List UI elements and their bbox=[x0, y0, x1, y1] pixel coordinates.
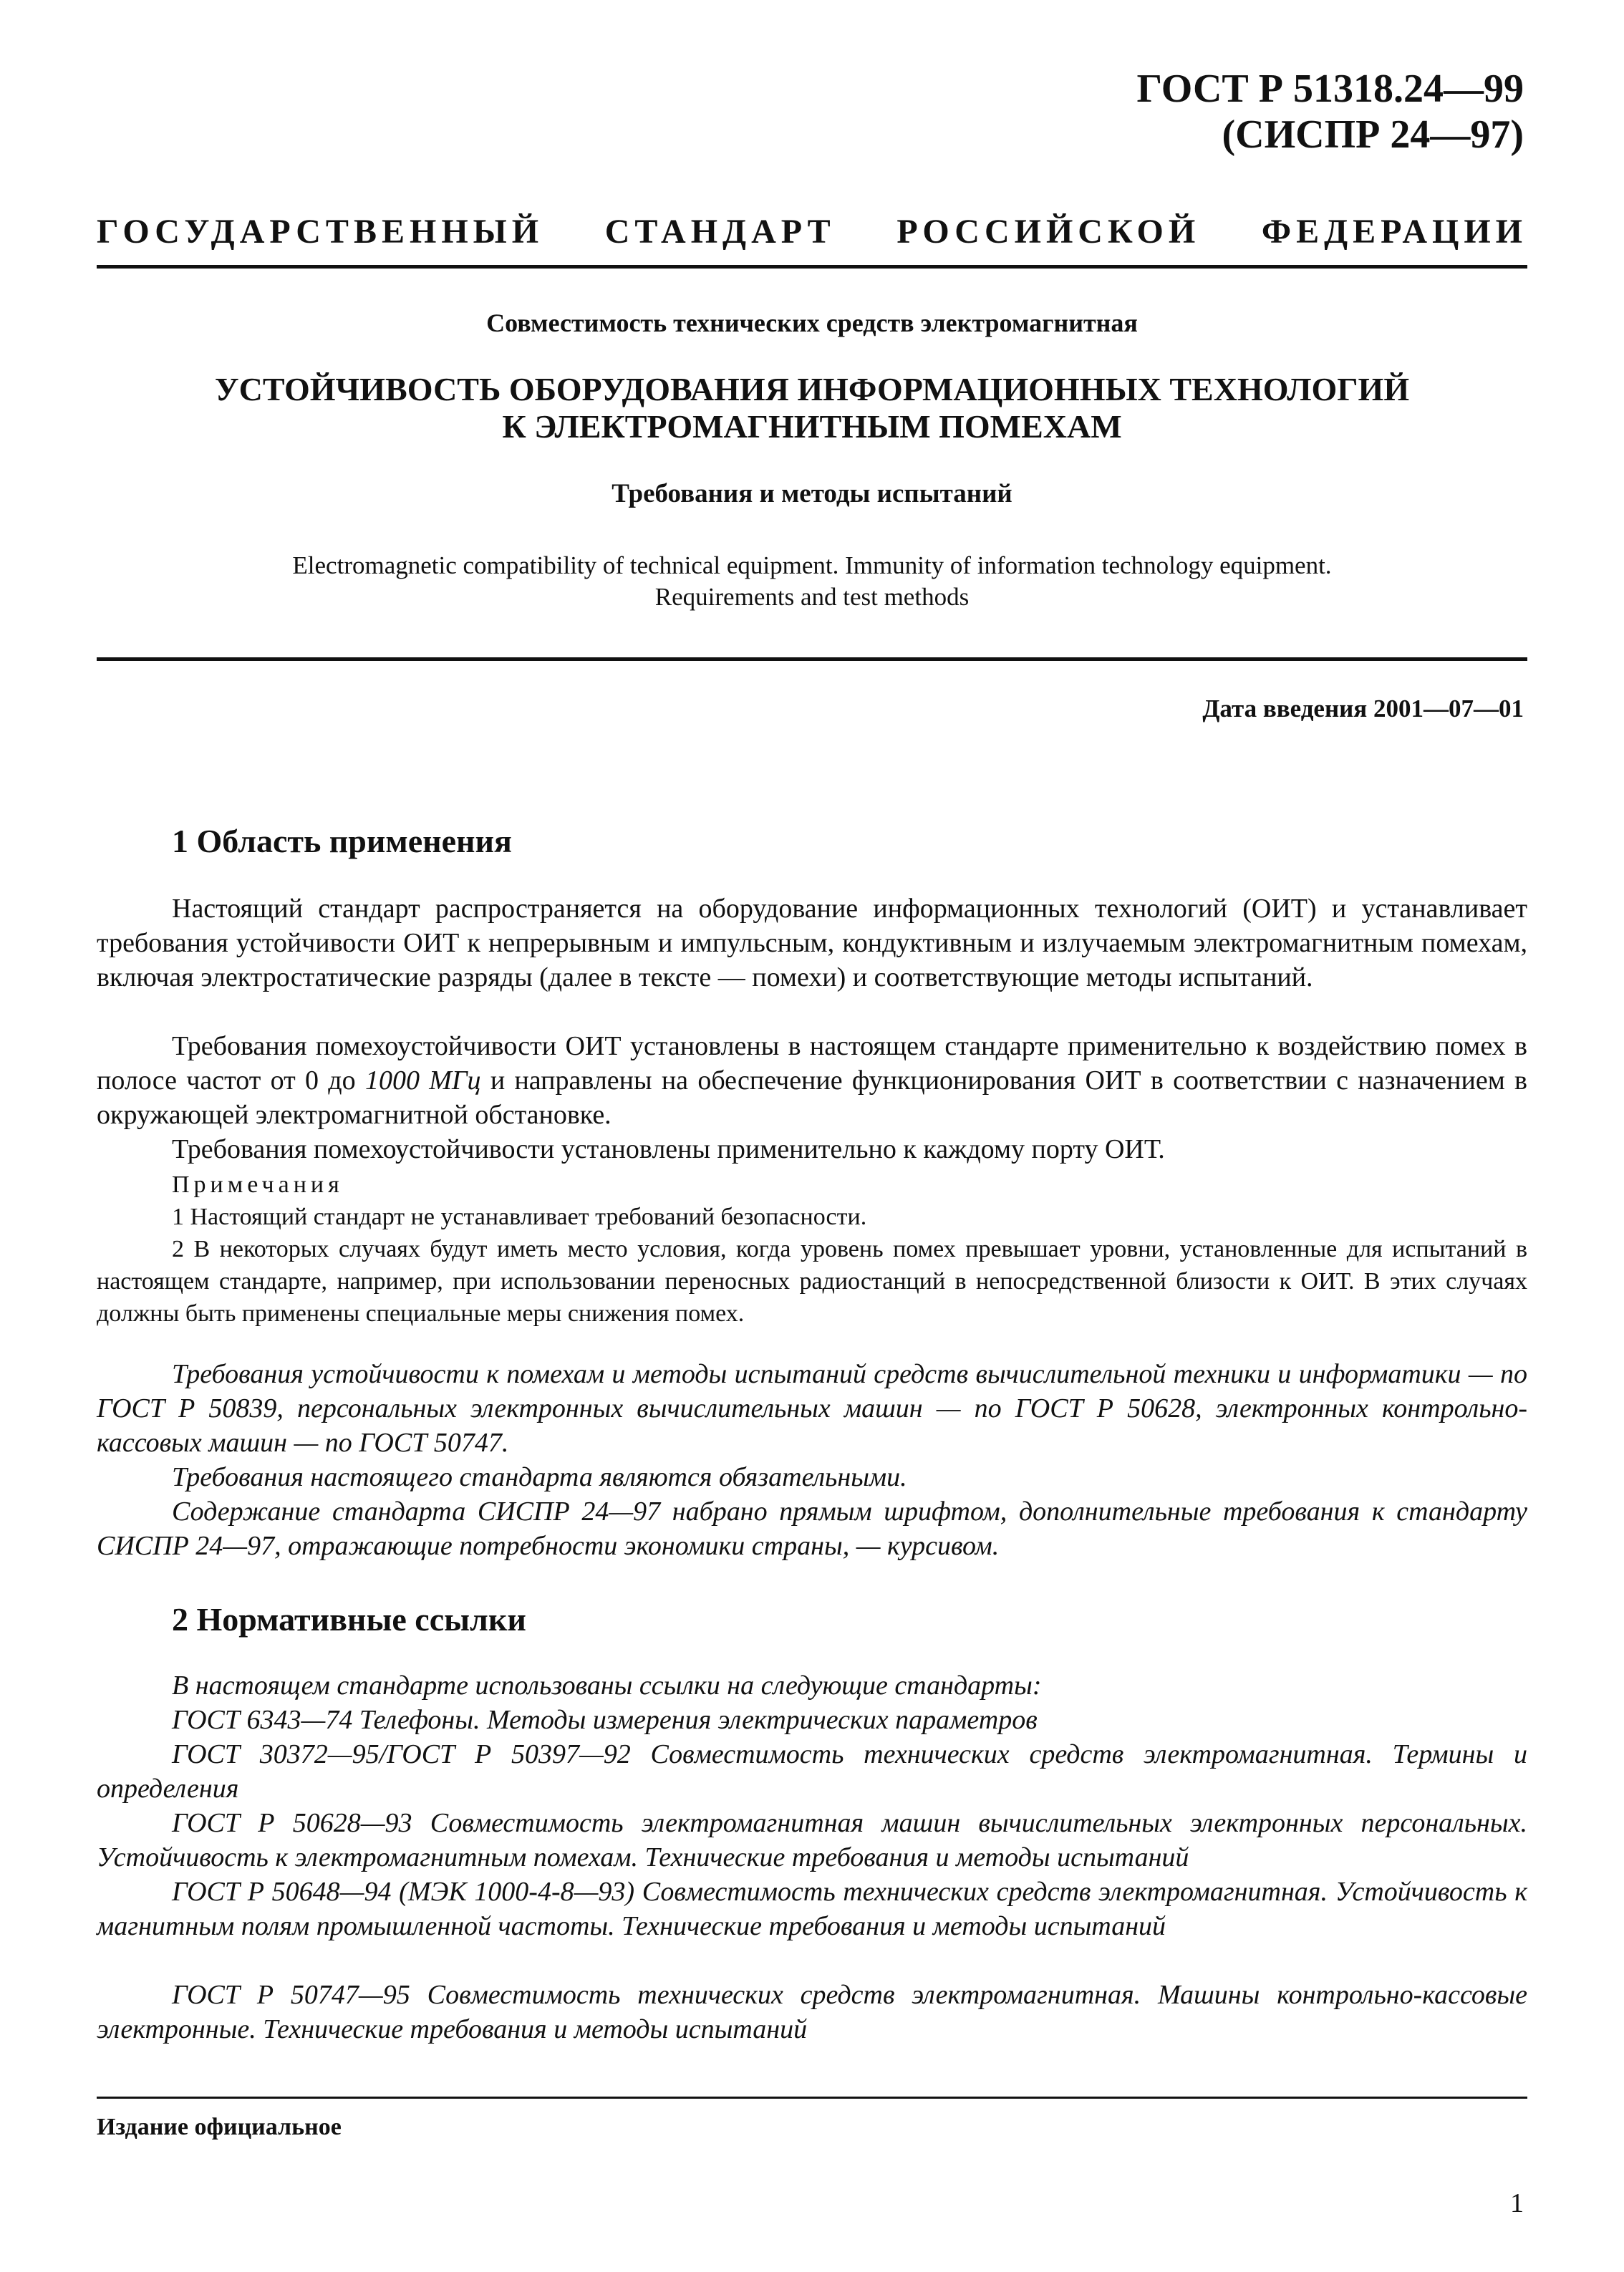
standard-designation bbox=[1137, 66, 1524, 158]
state-title-word: СТАНДАРТ bbox=[604, 213, 836, 251]
main-title-line: К ЭЛЕКТРОМАГНИТНЫМ ПОМЕХАМ bbox=[502, 408, 1122, 445]
section-1-heading: 1 Область применения bbox=[172, 823, 512, 859]
state-title-word: ГОСУДАРСТВЕННЫЙ bbox=[97, 213, 544, 251]
section-1-paragraph-3: Требования помехоустойчивости установлены применительно к каждому порту ОИТ. bbox=[172, 1134, 1165, 1164]
english-title bbox=[97, 550, 1527, 613]
subject-title: Совместимость технических средств электромагнитная bbox=[486, 309, 1138, 337]
reference-item: ГОСТ Р 50628—93 Совместимость электромагнитная машин вычислительных электронных персональных. Устойчивость к электромагнитным помехам. Технические требования и методы испытаний bbox=[97, 1808, 1527, 1872]
reference-item: ГОСТ Р 50648—94 (МЭК 1000-4-8—93) Совместимость технических средств электромагнитная. Устойчивость к магнитным полям промышленной частоты. Технические требования и методы испытаний bbox=[97, 1877, 1527, 1941]
main-title-line: УСТОЙЧИВОСТЬ ОБОРУДОВАНИЯ ИНФОРМАЦИОННЫХ ТЕХНОЛОГИЙ bbox=[214, 371, 1410, 407]
paragraph-text: Требования помехоустойчивости ОИТ установлены в настоящем стандарте применительно к воздействию помех в полосе частот от 0 до bbox=[97, 1031, 1527, 1096]
section-1-italic-2: Требования настоящего стандарта являются обязательными. bbox=[172, 1462, 907, 1492]
notes-label: Примечания bbox=[172, 1171, 344, 1198]
reference-item: ГОСТ Р 50747—95 Совместимость технических средств электромагнитная. Машины контрольно-кассовые электронные. Технические требования и методы испытаний bbox=[97, 1980, 1527, 2044]
section-2-heading: 2 Нормативные ссылки bbox=[172, 1601, 526, 1638]
notes-block bbox=[97, 1169, 1527, 1330]
title-rule bbox=[97, 265, 1527, 269]
state-standard-title bbox=[97, 212, 1527, 251]
paragraph-text: и направлены на обеспечение функционирования ОИТ в соответствии с назначением в окружающей электромагнитной обстановке. bbox=[97, 1065, 1528, 1130]
reference-item: ГОСТ 30372—95/ГОСТ Р 50397—92 Совместимость технических средств электромагнитная. Термины и определения bbox=[97, 1739, 1527, 1804]
note-2: 2 В некоторых случаях будут иметь место условия, когда уровень помех превышает уровни, установленные для испытаний в настоящем стандарте, например, при использовании переносных радиостанций в непосредственной близости к ОИТ. В этих случаях должны быть применены специальные меры снижения помех. bbox=[97, 1236, 1527, 1327]
section-1-italic-3: Содержание стандарта СИСПР 24—97 набрано прямым шрифтом, дополнительные требования к стандарту СИСПР 24—97, отражающие потребности экономики страны, — курсивом. bbox=[97, 1497, 1527, 1561]
reference-item: ГОСТ 6343—74 Телефоны. Методы измерения электрических параметров bbox=[172, 1705, 1038, 1735]
state-title-word: ФЕДЕРАЦИИ bbox=[1261, 213, 1527, 251]
note-1: 1 Настоящий стандарт не устанавливает требований безопасности. bbox=[172, 1204, 867, 1230]
section-1-paragraph-2 bbox=[97, 1029, 1527, 1132]
frequency-value: 1000 МГц bbox=[364, 1065, 481, 1096]
page-number: 1 bbox=[1510, 2188, 1524, 2218]
footer-rule bbox=[97, 2097, 1527, 2099]
subtitle: Требования и методы испытаний bbox=[612, 479, 1012, 508]
designation-gost: ГОСТ Р 51318.24—99 bbox=[1136, 67, 1524, 111]
header-divider bbox=[97, 657, 1527, 661]
main-title bbox=[97, 371, 1527, 445]
state-title-word: РОССИЙСКОЙ bbox=[896, 213, 1201, 251]
designation-cispr: (СИСПР 24—97) bbox=[1222, 112, 1524, 157]
english-title-line: Electromagnetic compatibility of technical equipment. Immunity of information technology equipment. bbox=[292, 551, 1332, 579]
section-2-intro: В настоящем стандарте использованы ссылки на следующие стандарты: bbox=[172, 1671, 1042, 1701]
section-1-italic-1: Требования устойчивости к помехам и методы испытаний средств вычислительной техники и информатики — по ГОСТ Р 50839, персональных электронных вычислительных машин — по ГОСТ Р 50628, электронных контрольно-кассовых машин — по ГОСТ 50747. bbox=[97, 1359, 1527, 1458]
section-1-paragraph-1: Настоящий стандарт распространяется на оборудование информационных технологий (ОИТ) и устанавливает требования устойчивости ОИТ к непрерывным и импульсным, кондуктивным и излучаемым электромагнитным помехам, включая электростатические разряды (далее в тексте — помехи) и соответствующие методы испытаний. bbox=[97, 894, 1527, 992]
introduction-date: Дата введения 2001—07—01 bbox=[1202, 695, 1524, 722]
english-title-line: Requirements and test methods bbox=[654, 583, 970, 611]
official-edition-label: Издание официальное bbox=[97, 2114, 342, 2140]
